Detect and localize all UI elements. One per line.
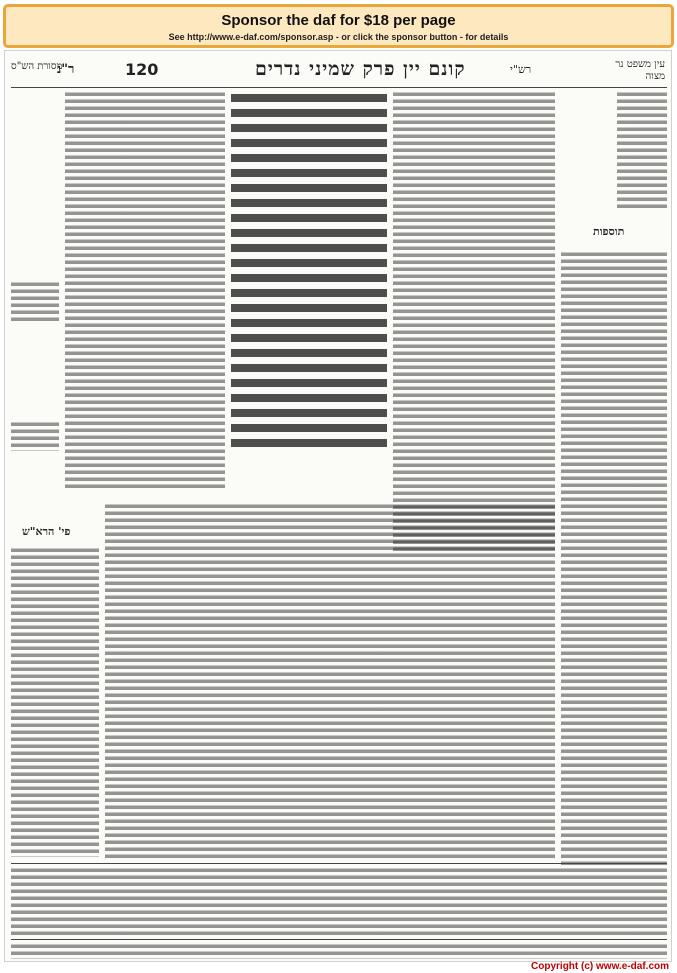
masoret-label: מסורת הש"ס bbox=[11, 61, 63, 72]
footnote-rule bbox=[11, 863, 667, 864]
tosafot-column-label: תוספות bbox=[590, 225, 627, 238]
page-header bbox=[5, 51, 672, 89]
copyright-notice: Copyright (c) www.e-daf.com bbox=[531, 961, 669, 972]
header-rule bbox=[11, 87, 667, 88]
glosses-block bbox=[11, 943, 667, 959]
sponsor-banner-subtitle[interactable]: See http://www.e-daf.com/sponsor.asp - or click the sponsor button - for details bbox=[168, 32, 509, 42]
piskei-rosh-label: פי' הרא"ש bbox=[19, 525, 73, 538]
sponsor-banner[interactable] bbox=[3, 4, 674, 48]
chapter-title: קונם יין פרק שמיני נדרים bbox=[255, 58, 466, 80]
page-number: 120 bbox=[125, 60, 159, 79]
rashi-header-label: רש"י bbox=[510, 63, 532, 76]
tosafot-header-label: ר"נ bbox=[57, 62, 75, 77]
gemara-text-block bbox=[231, 91, 387, 449]
sponsor-banner-title[interactable]: Sponsor the daf for $18 per page bbox=[221, 12, 456, 29]
talmud-page-scan bbox=[4, 50, 672, 962]
left-margin-notes-2 bbox=[11, 421, 59, 451]
ein-mishpat-column bbox=[617, 91, 667, 211]
commentary-right-column bbox=[393, 91, 555, 553]
lower-commentary-block bbox=[105, 503, 555, 858]
tosafot-column bbox=[561, 251, 667, 866]
ein-mishpat-label: עין משפט נר מצוה bbox=[615, 59, 665, 82]
rashi-column bbox=[65, 91, 225, 491]
piskei-rosh-column bbox=[11, 547, 99, 857]
bottom-rule bbox=[11, 939, 667, 940]
left-margin-notes-1 bbox=[11, 281, 59, 321]
footnotes-block bbox=[11, 867, 667, 937]
